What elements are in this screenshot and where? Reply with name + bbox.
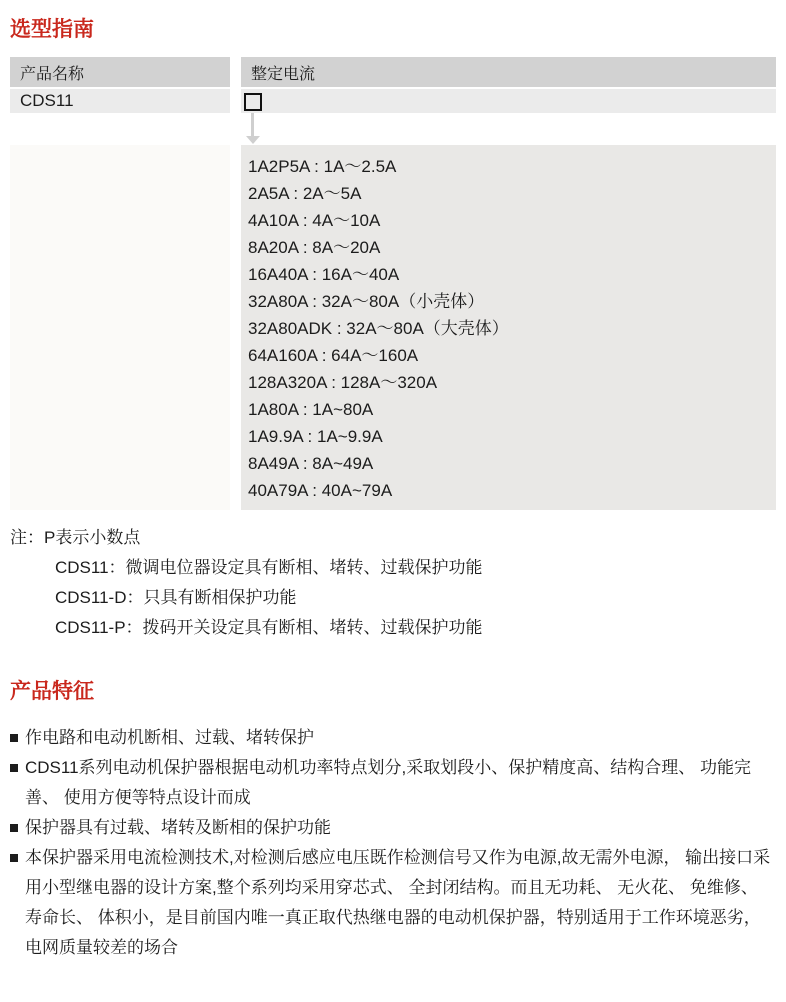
bullet-icon	[10, 824, 18, 832]
note-item: CDS11-D：只具有断相保护功能	[55, 588, 297, 607]
bullet-icon	[10, 764, 18, 772]
current-option: 1A2P5A : 1A～2.5A	[248, 157, 397, 176]
selection-table	[10, 57, 776, 510]
current-options-panel	[241, 145, 776, 510]
feature-item	[10, 813, 776, 843]
feature-text: 本保护器采用电流检测技术,对检测后感应电压既作检测信号又作为电源,故无需外电源， 输出接口采用小型继电器的设计方案,整个系列均采用穿芯式、 全封闭结构。而且无功耗、 无火花、 免维修、 寿命长、 体积小，是目前国内唯一真正取代热继电器的电动机保护器，特别适用于工作环境恶劣，电网质量较差的场合	[25, 848, 771, 957]
current-option: 1A80A : 1A~80A	[248, 400, 374, 419]
current-option: 4A10A : 4A～10A	[248, 211, 381, 230]
note-intro: 注：P表示小数点	[10, 528, 141, 547]
product-name-cell: CDS11	[10, 89, 230, 113]
current-option: 1A9.9A : 1A~9.9A	[248, 427, 383, 446]
current-option: 32A80A : 32A～80A（小壳体）	[248, 292, 485, 311]
current-option: 128A320A : 128A～320A	[248, 373, 438, 392]
feature-text: CDS11系列电动机保护器根据电动机功率特点划分,采取划段小、保护精度高、结构合理、 功能完善、 使用方便等特点设计而成	[25, 758, 751, 807]
current-option: 8A20A : 8A～20A	[248, 238, 381, 257]
checkbox-icon	[244, 93, 262, 111]
current-option: 8A49A : 8A~49A	[248, 454, 374, 473]
notes-block	[10, 523, 776, 643]
current-option: 16A40A : 16A～40A	[248, 265, 400, 284]
table-header-row	[10, 57, 776, 87]
options-left-spacer	[10, 145, 230, 510]
feature-text: 保护器具有过载、堵转及断相的保护功能	[25, 818, 331, 837]
arrow-zone	[10, 113, 776, 145]
header-product-name: 产品名称	[10, 57, 230, 87]
current-placeholder-cell	[241, 89, 776, 113]
current-option: 32A80ADK : 32A～80A（大壳体）	[248, 319, 509, 338]
header-setting-current: 整定电流	[241, 57, 776, 87]
selection-guide-title: 选型指南	[10, 18, 94, 41]
feature-item	[10, 843, 776, 963]
down-arrow-head-icon	[246, 136, 260, 144]
table-product-row	[10, 89, 776, 113]
product-features-title: 产品特征	[10, 680, 94, 703]
feature-item	[10, 723, 776, 753]
table-options-row	[10, 145, 776, 510]
bullet-icon	[10, 854, 18, 862]
current-option: 64A160A : 64A～160A	[248, 346, 419, 365]
features-list	[10, 723, 776, 963]
feature-text: 作电路和电动机断相、过载、堵转保护	[25, 728, 314, 747]
down-arrow-icon	[251, 113, 254, 136]
note-item: CDS11-P：拨码开关设定具有断相、堵转、过载保护功能	[55, 618, 483, 637]
note-item: CDS11：微调电位器设定具有断相、堵转、过载保护功能	[55, 558, 483, 577]
current-option: 40A79A : 40A~79A	[248, 481, 393, 500]
current-option: 2A5A : 2A～5A	[248, 184, 362, 203]
bullet-icon	[10, 734, 18, 742]
feature-item	[10, 753, 776, 813]
